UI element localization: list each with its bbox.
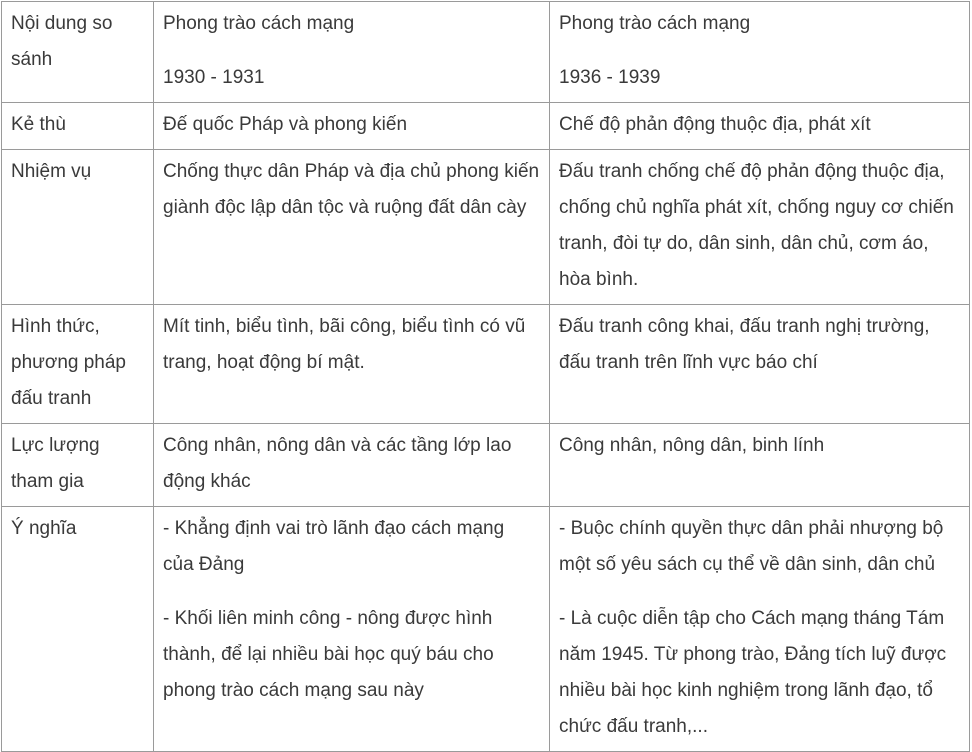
table-row [2, 305, 970, 424]
cell-1936 [550, 424, 970, 507]
row-label: Nhiệm vụ [2, 150, 154, 305]
row-label: Ý nghĩa [2, 507, 154, 752]
cell-1930 [154, 507, 550, 752]
cell-text: Mít tinh, biểu tình, bãi công, biểu tình có vũ trang, hoạt động bí mật. [163, 316, 526, 373]
header-criteria-line-1: Nội dung so [11, 13, 113, 34]
cell-1936 [550, 103, 970, 150]
cell-1936 [550, 507, 970, 752]
table-row [2, 507, 970, 752]
cell-text: Công nhân, nông dân và các tầng lớp lao động khác [163, 435, 512, 492]
comparison-table [1, 1, 970, 752]
cell-1930 [154, 305, 550, 424]
table-row [2, 150, 970, 305]
header-cell-criteria [2, 2, 154, 103]
cell-text: Đế quốc Pháp và phong kiến [163, 114, 408, 135]
cell-1930 [154, 103, 550, 150]
table-row [2, 424, 970, 507]
cell-text: Đấu tranh chống chế độ phản động thuộc địa, chống chủ nghĩa phát xít, chống nguy cơ chiến tranh, đòi tự do, dân sinh, dân chủ, cơm áo, hòa bình. [559, 161, 954, 290]
cell-text: - Khối liên minh công - nông được hình thành, để lại nhiều bài học quý báu cho phong trào cách mạng sau này [163, 608, 494, 701]
cell-text: - Buộc chính quyền thực dân phải nhượng bộ một số yêu sách cụ thể về dân sinh, dân chủ [559, 518, 944, 575]
cell-text: Chế độ phản động thuộc địa, phát xít [559, 114, 871, 135]
header-1936-title: Phong trào cách mạng [559, 13, 751, 34]
header-1930-title: Phong trào cách mạng [163, 13, 355, 34]
cell-1936 [550, 150, 970, 305]
header-1930-years: 1930 - 1931 [163, 67, 265, 88]
row-label: Lực lượng tham gia [2, 424, 154, 507]
header-cell-1936 [550, 2, 970, 103]
table-header-row [2, 2, 970, 103]
cell-1930 [154, 150, 550, 305]
header-cell-1930 [154, 2, 550, 103]
cell-text: Đấu tranh công khai, đấu tranh nghị trường, đấu tranh trên lĩnh vực báo chí [559, 316, 930, 373]
row-label: Kẻ thù [2, 103, 154, 150]
cell-1930 [154, 424, 550, 507]
cell-text: - Là cuộc diễn tập cho Cách mạng tháng Tám năm 1945. Từ phong trào, Đảng tích luỹ được nhiều bài học kinh nghiệm trong lãnh đạo, tổ chức đấu tranh,... [559, 608, 947, 737]
cell-1936 [550, 305, 970, 424]
table-row [2, 103, 970, 150]
cell-text: Chống thực dân Pháp và địa chủ phong kiến giành độc lập dân tộc và ruộng đất dân cày [163, 161, 540, 218]
header-1936-years: 1936 - 1939 [559, 67, 661, 88]
cell-text: Công nhân, nông dân, binh lính [559, 435, 825, 456]
row-label: Hình thức, phương pháp đấu tranh [2, 305, 154, 424]
header-criteria-line-2: sánh [11, 49, 53, 70]
cell-text: - Khẳng định vai trò lãnh đạo cách mạng của Đảng [163, 518, 505, 575]
